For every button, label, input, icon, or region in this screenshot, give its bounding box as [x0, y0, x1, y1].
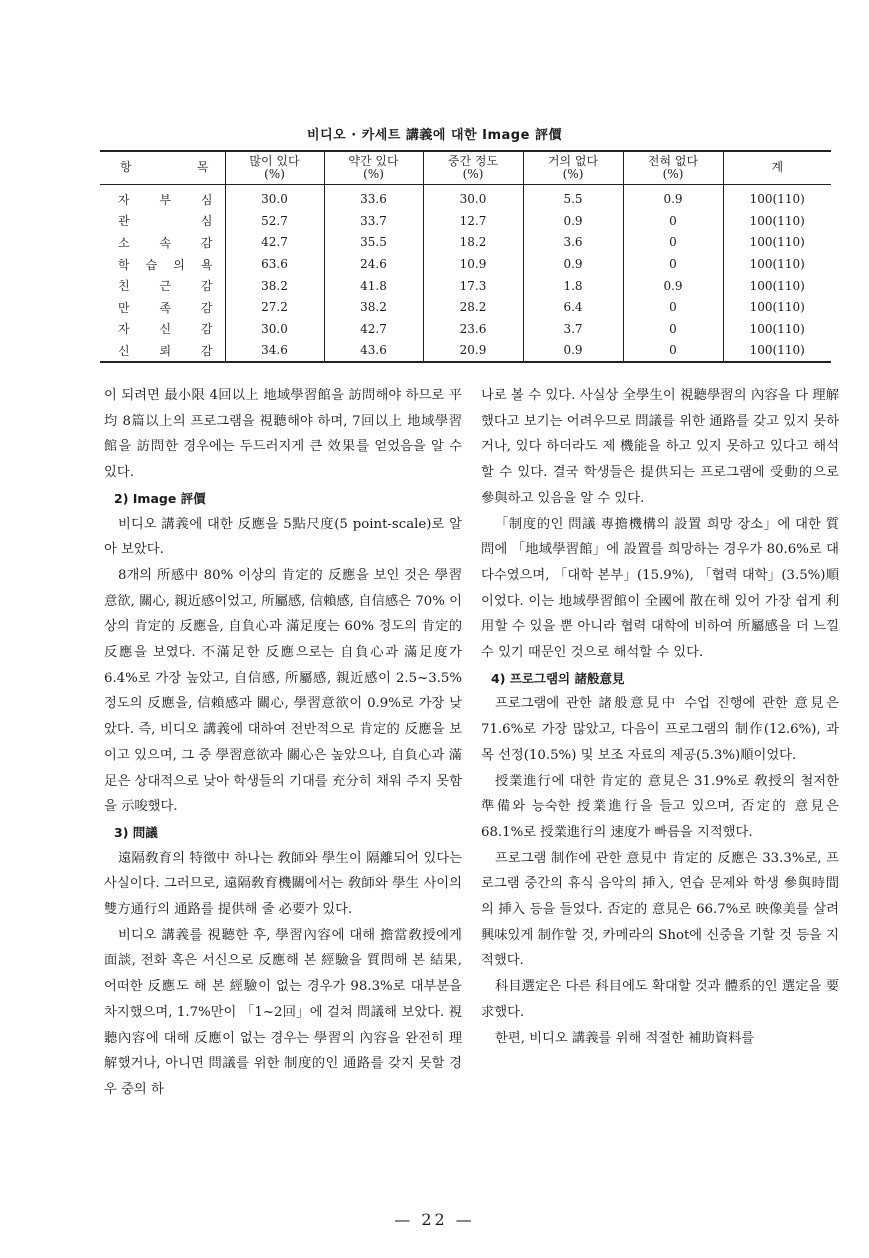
table-cell: 100(110)	[723, 210, 831, 232]
table-cell: 0.9	[623, 184, 723, 210]
table-cell: 63.6	[225, 253, 324, 275]
table-cell: 28.2	[423, 296, 523, 318]
paragraph: 프로그램 制作에 관한 意見中 肯定的 反應은 33.3%로, 프로그램 중간의 휴식 음악의 挿入, 연습 문제와 학생 參與時間의 挿入 등을 들었다. 否定的 意見은 66.7%로 映像美를 살려 興味있게 制作할 것, 카메라의 Shot에 신중을 기할 것 등을 지적했다.	[481, 850, 839, 969]
table-row	[100, 296, 831, 318]
right-column	[481, 383, 839, 1051]
paragraph: 遠隔敎育의 特徵中 하나는 敎師와 學生이 隔離되어 있다는 사실이다. 그러므로, 遠隔敎育機關에서는 敎師와 學生 사이의 雙方通行의 通路를 提供해 줄 必要가 있다.	[104, 850, 462, 918]
table-cell: 33.7	[324, 210, 423, 232]
table-cell: 3.6	[523, 232, 623, 254]
table-cell: 18.2	[423, 232, 523, 254]
paragraph: 비디오 講義를 視聽한 후, 學習內容에 대해 擔當敎授에게 面談, 전화 혹은 서신으로 反應해 본 經驗을 質問해 본 結果, 어떠한 反應도 해 본 經驗이 없는 경우가 98.3%로 대부분을 차지했으며, 1.7%만이 「1~2回」에 걸쳐 問議해 보았다. 視聽內容에 대해 反應이 없는 경우는 學習의 內容을 완전히 理解했거나, 아니면 問議를 위한 制度的인 通路를 갖지 못할 경우 중의 하	[104, 927, 462, 1097]
table-cell: 34.6	[225, 340, 324, 363]
table-cell: 35.5	[324, 232, 423, 254]
header-total: 계	[723, 151, 831, 184]
table-cell: 43.6	[324, 340, 423, 363]
table-cell: 41.8	[324, 275, 423, 297]
paragraph: 나로 볼 수 있다. 사실상 全學生이 視聽學習의 內容을 다 理解했다고 보기는 어려우므로 問議를 위한 通路를 갖고 있지 못하거나, 있다 하더라도 제 機能을 하고 있지 못하고 있다고 해석할 수 있다. 결국 학생들은 提供되는 프로그램에 受動的으로 參與하고 있음을 알 수 있다.	[481, 388, 839, 506]
paragraph: 8개의 所感中 80% 이상의 肯定的 反應을 보인 것은 學習意欲, 關心, 親近感이었고, 所屬感, 信賴感, 自信感은 70% 이상의 肯定的 反應을, 自負心과 滿足度는 60% 정도의 肯定的 反應을 보였다. 不滿足한 反應으로는 自負心과 滿足度가 6.4%로 가장 높았고, 自信感, 所屬感, 親近感이 2.5~3.5% 정도의 反應을, 信賴感과 關心, 學習意欲이 0.9%로 가장 낮았다. 즉, 비디오 講義에 대하여 전반적으로 肯定的 反應을 보이고 있으며, 그 중 學習意欲과 關心은 높았으나, 自負心과 滿足은 상대적으로 낮아 학생들의 기대를 充分히 채워 주지 못함을 示唆했다.	[104, 567, 462, 815]
paragraph: 授業進行에 대한 肯定的 意見은 31.9%로 敎授의 철저한 準備와 능숙한 授業進行을 들고 있으며, 否定的 意見은 68.1%로 授業進行의 速度가 빠름을 지적했다.	[481, 773, 839, 840]
paragraph: 비디오 講義에 대한 反應을 5點尺度(5 point-scale)로 알아 보았다.	[104, 516, 462, 558]
table-row	[100, 210, 831, 232]
table-cell: 0.9	[523, 253, 623, 275]
section-heading: 4) 프로그램의 諸般意見	[491, 670, 625, 686]
table-cell: 0	[623, 318, 723, 340]
table-cell: 100(110)	[723, 184, 831, 210]
table-cell: 20.9	[423, 340, 523, 363]
header-col-2: 약간 있다 (%)	[324, 151, 423, 184]
table-cell: 17.3	[423, 275, 523, 297]
table-cell: 1.8	[523, 275, 623, 297]
header-item: 항 목	[100, 151, 225, 184]
row-item-label: 자 신 감	[118, 322, 213, 337]
table-header-row	[100, 151, 831, 184]
table-row	[100, 275, 831, 297]
table-row	[100, 340, 831, 363]
table-cell: 0	[623, 253, 723, 275]
table-cell: 100(110)	[723, 232, 831, 254]
table-cell: 100(110)	[723, 296, 831, 318]
row-item-label: 소 속 감	[118, 235, 213, 250]
table-cell: 30.0	[225, 318, 324, 340]
table-cell: 6.4	[523, 296, 623, 318]
table-cell: 0	[623, 340, 723, 363]
table-row	[100, 253, 831, 275]
left-column	[104, 383, 462, 1103]
table-cell: 0	[623, 210, 723, 232]
table-cell: 23.6	[423, 318, 523, 340]
table-row	[100, 184, 831, 210]
table-title: 비디오 · 카세트 講義에 대한 Image 評價	[307, 128, 562, 143]
table-cell: 30.0	[225, 184, 324, 210]
table-cell: 5.5	[523, 184, 623, 210]
header-col-4: 거의 없다 (%)	[523, 151, 623, 184]
table-cell: 42.7	[324, 318, 423, 340]
paragraph: 이 되려면 最小限 4回以上 地域學習館을 訪問해야 하므로 平均 8篇以上의 프로그램을 視聽해야 하며, 7回以上 地域學習館을 訪問한 경우에는 두드러지게 큰 效果를 얻었음을 알 수 있다.	[104, 388, 462, 481]
table-cell: 42.7	[225, 232, 324, 254]
row-item-label: 만 족 감	[118, 300, 213, 315]
image-evaluation-table	[100, 150, 831, 363]
row-item-label: 자 부 심	[118, 192, 213, 207]
header-col-1: 많이 있다 (%)	[225, 151, 324, 184]
row-item-label: 관 심	[118, 214, 213, 229]
page-number: — 22 —	[394, 1210, 475, 1229]
table-row	[100, 232, 831, 254]
table-cell: 30.0	[423, 184, 523, 210]
header-col-5: 전혀 없다 (%)	[623, 151, 723, 184]
paragraph: 「制度的인 問議 專擔機構의 設置 희망 장소」에 대한 質問에 「地域學習館」에 設置를 희망하는 경우가 80.6%로 대다수였으며, 「대학 본부」(15.9%), 「협력 대학」(3.5%)順이었다. 이는 地域學習館이 全國에 散在해 있어 가장 쉽게 利用할 수 있을 뿐 아니라 협력 대학에 비하여 所屬感을 더 느낄 수 있기 때문인 것으로 해석할 수 있다.	[481, 516, 839, 661]
table-cell: 24.6	[324, 253, 423, 275]
paragraph: 한편, 비디오 講義를 위해 적절한 補助資料를	[495, 1030, 755, 1046]
table-cell: 0	[623, 296, 723, 318]
section-heading: 3) 問議	[114, 824, 158, 840]
table-cell: 100(110)	[723, 318, 831, 340]
table-cell: 3.7	[523, 318, 623, 340]
row-item-label: 신 뢰 감	[100, 340, 225, 363]
table-row	[100, 318, 831, 340]
row-item-label: 친 근 감	[118, 279, 213, 294]
table-cell: 100(110)	[723, 340, 831, 363]
table-cell: 100(110)	[723, 275, 831, 297]
table-cell: 38.2	[324, 296, 423, 318]
table-cell: 33.6	[324, 184, 423, 210]
table-cell: 0	[623, 232, 723, 254]
paragraph: 科目選定은 다른 科目에도 확대할 것과 體系的인 選定을 要求했다.	[481, 979, 839, 1020]
table-cell: 27.2	[225, 296, 324, 318]
table-cell: 0.9	[523, 340, 623, 363]
header-col-3: 중간 정도 (%)	[423, 151, 523, 184]
paragraph: 프로그램에 관한 諸般意見中 수업 진행에 관한 意見은 71.6%로 가장 많았고, 다음이 프로그램의 制作(12.6%), 과목 선정(10.5%) 및 보조 자료의 제공(5.3%)順이었다.	[481, 696, 839, 763]
table-cell: 10.9	[423, 253, 523, 275]
row-item-label: 학 습 의 욕	[118, 257, 213, 272]
table-cell: 12.7	[423, 210, 523, 232]
table-cell: 0.9	[523, 210, 623, 232]
table-cell: 100(110)	[723, 253, 831, 275]
table-cell: 0.9	[623, 275, 723, 297]
table-cell: 38.2	[225, 275, 324, 297]
table-cell: 52.7	[225, 210, 324, 232]
section-heading: 2) Image 評價	[114, 490, 206, 506]
